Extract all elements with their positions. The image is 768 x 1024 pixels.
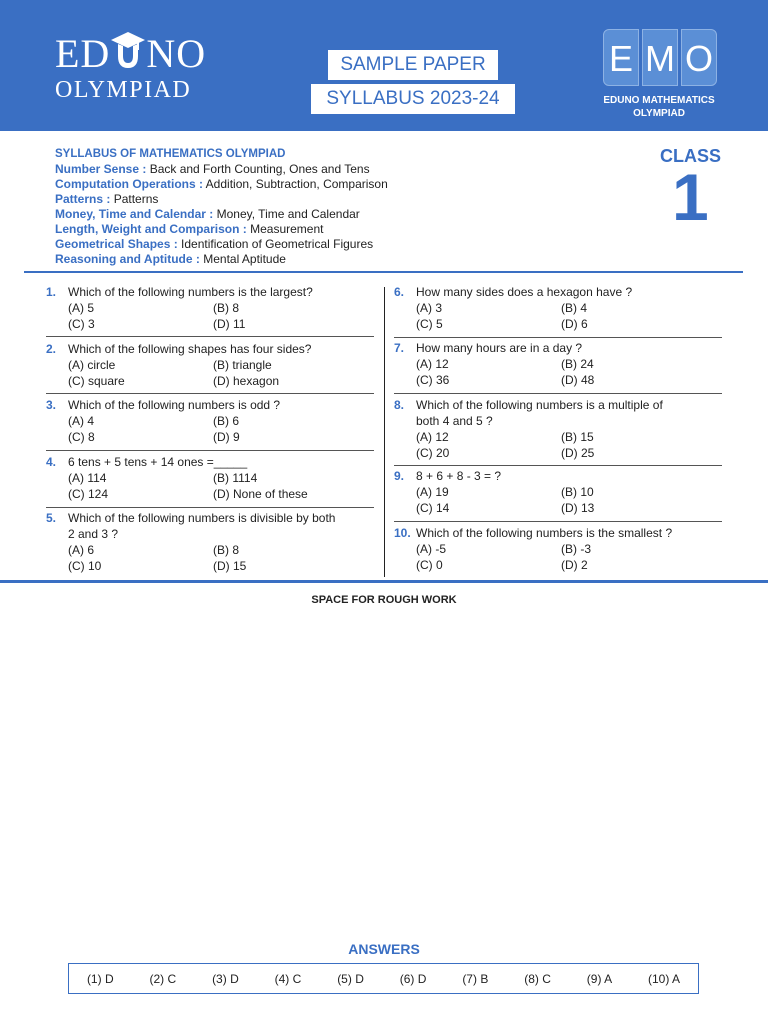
question-3 [46, 397, 358, 445]
syllabus-title: SYLLABUS OF MATHEMATICS OLYMPIAD [55, 148, 286, 160]
syllabus-row [55, 207, 388, 222]
option: (A) 3 [416, 301, 443, 315]
logo-text-no: NO [146, 31, 207, 76]
question-number: 9. [394, 469, 405, 483]
option: (C) 124 [68, 487, 109, 501]
option: (D) hexagon [213, 374, 280, 388]
answer-item: (6) D [399, 971, 427, 986]
question-text: 6 tens + 5 tens + 14 ones =_____ [68, 455, 248, 469]
syllabus-section [55, 147, 388, 267]
syllabus-value: Addition, Subtraction, Comparison [203, 177, 388, 191]
question-text: Which of the following numbers is a multiple of both 4 and 5 ? [416, 398, 663, 428]
syllabus-row [55, 162, 388, 177]
answer-item: (9) A [586, 971, 613, 986]
question-7 [394, 340, 706, 388]
syllabus-row [55, 177, 388, 192]
syllabus-value: Identification of Geometrical Figures [177, 237, 374, 251]
answer-item: (7) B [462, 971, 489, 986]
syllabus-key: Money, Time and Calendar : [55, 207, 214, 221]
question-options [68, 300, 358, 332]
section-divider [0, 580, 768, 583]
option: (D) 2 [561, 558, 588, 572]
logo-text-olympiad: OLYMPIAD [55, 77, 192, 103]
option: (B) 15 [561, 430, 594, 444]
syllabus-key: Length, Weight and Comparison : [55, 222, 247, 236]
question-separator [394, 393, 722, 394]
option: (A) 12 [416, 357, 449, 371]
question-separator [394, 521, 722, 522]
option: (A) -5 [416, 542, 446, 556]
question-number: 6. [394, 285, 405, 299]
emo-badge [603, 29, 717, 86]
option: (D) 9 [213, 430, 240, 444]
logo-text-ed: ED [55, 31, 111, 76]
answer-item: (8) C [524, 971, 551, 986]
header-banner [0, 0, 768, 131]
answer-item: (3) D [212, 971, 239, 986]
option: (A) circle [68, 358, 116, 372]
option: (B) 10 [561, 485, 594, 499]
option: (A) 6 [68, 543, 95, 557]
option: (C) 5 [416, 317, 443, 331]
question-separator [46, 336, 374, 337]
option: (B) 8 [213, 543, 240, 557]
option: (B) 24 [561, 357, 594, 371]
answer-item: (4) C [274, 971, 302, 986]
question-options [416, 300, 706, 332]
question-number: 5. [46, 511, 57, 525]
question-text: How many hours are in a day ? [416, 341, 583, 355]
option: (B) triangle [213, 358, 272, 372]
syllabus-row [55, 192, 388, 207]
syllabus-row [55, 237, 388, 252]
emo-letter-m: M [642, 29, 678, 86]
column-divider [384, 287, 385, 577]
answers-box [68, 963, 699, 994]
syllabus-key: Geometrical Shapes : [55, 237, 178, 251]
question-number: 8. [394, 398, 405, 412]
question-number: 1. [46, 285, 57, 299]
question-number: 10. [394, 526, 411, 540]
question-4 [46, 454, 358, 502]
question-options [416, 541, 706, 573]
question-options [416, 484, 706, 516]
option: (D) 25 [561, 446, 595, 460]
question-text: Which of the following numbers is the smallest ? [416, 526, 673, 540]
question-text: Which of the following numbers is divisible by both 2 and 3 ? [68, 511, 336, 541]
question-text: Which of the following numbers is the largest? [68, 285, 313, 299]
question-separator [394, 465, 722, 466]
option: (A) 19 [416, 485, 449, 499]
option: (C) 20 [416, 446, 450, 460]
class-number: 1 [672, 160, 709, 234]
class-label: CLASS [660, 146, 722, 166]
question-number: 7. [394, 341, 405, 355]
syllabus-year-label: SYLLABUS 2023-24 [311, 84, 515, 114]
answer-item: (2) C [149, 971, 177, 986]
question-1 [46, 284, 358, 332]
emo-letter-o: O [681, 29, 717, 86]
option: (D) None of these [213, 487, 308, 501]
syllabus-key: Patterns : [55, 192, 111, 206]
option: (D) 11 [213, 317, 246, 331]
question-separator [46, 450, 374, 451]
answer-item: (1) D [86, 971, 114, 986]
question-text: Which of the following shapes has four sides? [68, 342, 312, 356]
option: (B) 4 [561, 301, 588, 315]
option: (A) 114 [68, 471, 107, 485]
question-options [68, 470, 358, 502]
option: (B) -3 [561, 542, 591, 556]
section-divider [24, 271, 743, 273]
eduno-olympiad-logo [55, 31, 207, 103]
option: (A) 5 [68, 301, 95, 315]
question-number: 4. [46, 455, 57, 469]
answers-title: ANSWERS [348, 941, 420, 957]
syllabus-row [55, 252, 388, 267]
syllabus-value: Patterns [110, 192, 159, 206]
syllabus-value: Mental Aptitude [199, 252, 286, 266]
option: (C) 36 [416, 373, 450, 387]
question-options [68, 357, 358, 389]
option: (D) 48 [561, 373, 595, 387]
syllabus-key: Computation Operations : [55, 177, 203, 191]
option: (C) square [68, 374, 125, 388]
sample-paper-label: SAMPLE PAPER [328, 50, 498, 80]
question-separator [394, 337, 722, 338]
question-number: 2. [46, 342, 57, 356]
emo-caption-line2: OLYMPIAD [633, 108, 685, 119]
syllabus-value: Back and Forth Counting, Ones and Tens [146, 162, 370, 176]
question-options [68, 413, 358, 445]
question-2 [46, 341, 358, 389]
option: (B) 1114 [213, 471, 258, 485]
question-options [416, 429, 706, 461]
option: (C) 10 [68, 559, 102, 573]
option: (C) 3 [68, 317, 95, 331]
option: (D) 13 [561, 501, 595, 515]
question-options [416, 356, 706, 388]
answer-item: (10) A [648, 971, 681, 986]
option: (B) 6 [213, 414, 240, 428]
option: (C) 14 [416, 501, 450, 515]
syllabus-key: Reasoning and Aptitude : [55, 252, 200, 266]
question-text: 8 + 6 + 8 - 3 = ? [416, 469, 502, 483]
syllabus-value: Measurement [246, 222, 324, 236]
option: (D) 6 [561, 317, 588, 331]
option: (C) 0 [416, 558, 443, 572]
question-6 [394, 284, 706, 332]
rough-work-label: SPACE FOR ROUGH WORK [311, 594, 457, 606]
answer-item: (5) D [337, 971, 364, 986]
question-8 [394, 397, 706, 461]
option: (A) 4 [68, 414, 95, 428]
emo-caption-line1: EDUNO MATHEMATICS [603, 95, 715, 106]
option: (C) 8 [68, 430, 95, 444]
question-options [68, 542, 358, 574]
question-9 [394, 468, 706, 516]
question-5 [46, 510, 358, 574]
emo-caption [592, 94, 726, 120]
question-10 [394, 525, 706, 573]
syllabus-value: Money, Time and Calendar [213, 207, 360, 221]
question-text: How many sides does a hexagon have ? [416, 285, 633, 299]
option: (A) 12 [416, 430, 449, 444]
syllabus-key: Number Sense : [55, 162, 147, 176]
emo-letter-e: E [603, 29, 639, 86]
graduation-cap-icon [111, 34, 145, 68]
syllabus-row [55, 222, 388, 237]
question-separator [46, 507, 374, 508]
question-number: 3. [46, 398, 57, 412]
option: (B) 8 [213, 301, 240, 315]
question-text: Which of the following numbers is odd ? [68, 398, 281, 412]
option: (D) 15 [213, 559, 247, 573]
question-separator [46, 393, 374, 394]
